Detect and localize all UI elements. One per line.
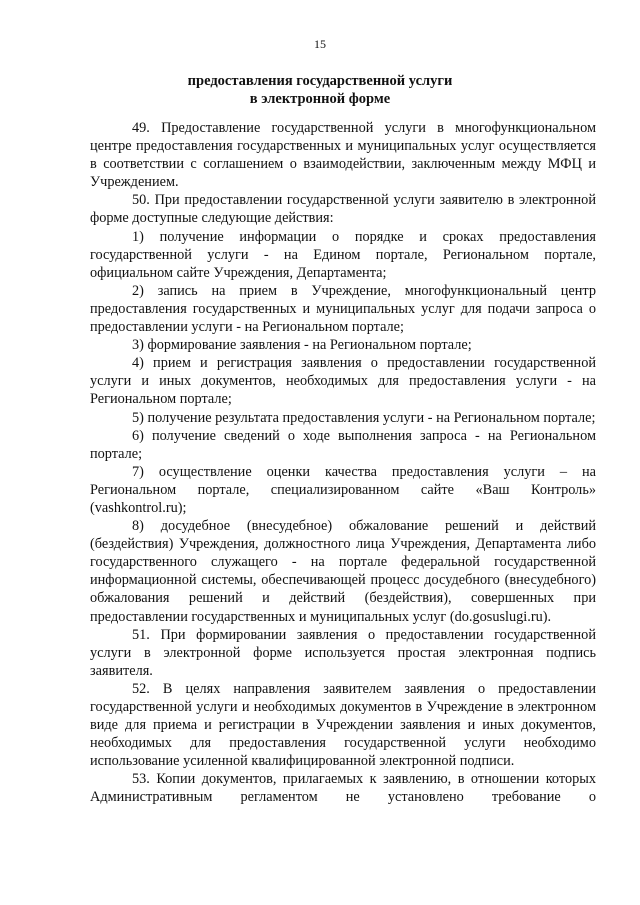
list-item-2: 2) запись на прием в Учреждение, многофункциональный центр предоставления государственных и муниципальных услуг для подачи запроса о предоставлении услуги - на Региональном портале; (90, 282, 596, 336)
section-heading (0, 72, 640, 108)
paragraph-51: 51. При формировании заявления о предоставлении государственной услуги в электронной форме используется простая электронная подпись заявителя. (90, 626, 596, 679)
paragraph-49: 49. Предоставление государственной услуги в многофункциональном центре предоставления государственных и муниципальных услуг осуществляется в соответствии с соглашением о взаимодействии, заключенным между МФЦ и Учреждением. (90, 120, 596, 191)
list-item-7: 7) осуществление оценки качества предоставления услуги – на Региональном портале, специализированном сайте «Ваш Контроль» (vashkontrol.ru); (90, 463, 596, 516)
list-item-3: 3) формирование заявления - на Региональном портале; (132, 337, 472, 354)
list-item-8: 8) досудебное (внесудебное) обжалование решений и действий (бездействия) Учреждения, должностного лица Учреждения, Департамента либо государственного служащего - на портале федеральной государственной информационной системы, обеспечивающей процесс досудебного (внесудебного) обжалования решений и действий (бездействия), совершенных при предоставлении государственных и муниципальных услуг (do.gosuslugi.ru). (90, 518, 596, 625)
list-item-1: 1) получение информации о порядке и сроках предоставления государственной услуги - на Едином портале, Региональном портале, официальном сайте Учреждения, Департамента; (90, 228, 596, 281)
section-heading-line-2: в электронной форме (249, 91, 391, 107)
page-number: 15 (314, 37, 326, 51)
paragraph-50: 50. При предоставлении государственной услуги заявителю в электронной форме доступные следующие действия: (90, 192, 596, 227)
list-item-6: 6) получение сведений о ходе выполнения запроса - на Региональном портале; (90, 427, 596, 462)
paragraph-52: 52. В целях направления заявителем заявления о предоставлении государственной услуги и необходимых документов в Учреждение в электронном виде для приема и регистрации в Учреждении заявления и иных документов, необходимых для предоставления государственной услуги необходимо использование усиленной квалифицированной электронной подписи. (90, 680, 596, 770)
section-heading-line-1: предоставления государственной услуги (187, 73, 453, 89)
list-item-5: 5) получение результата предоставления услуги - на Региональном портале; (132, 409, 596, 426)
list-item-4: 4) прием и регистрация заявления о предоставлении государственной услуги и иных документов, необходимых для предоставления услуги - на Региональном портале; (90, 355, 596, 408)
paragraph-53: 53. Копии документов, прилагаемых к заявлению, в отношении которых Административным регламентом не установлено требование о (90, 771, 596, 806)
document-body (90, 119, 596, 807)
